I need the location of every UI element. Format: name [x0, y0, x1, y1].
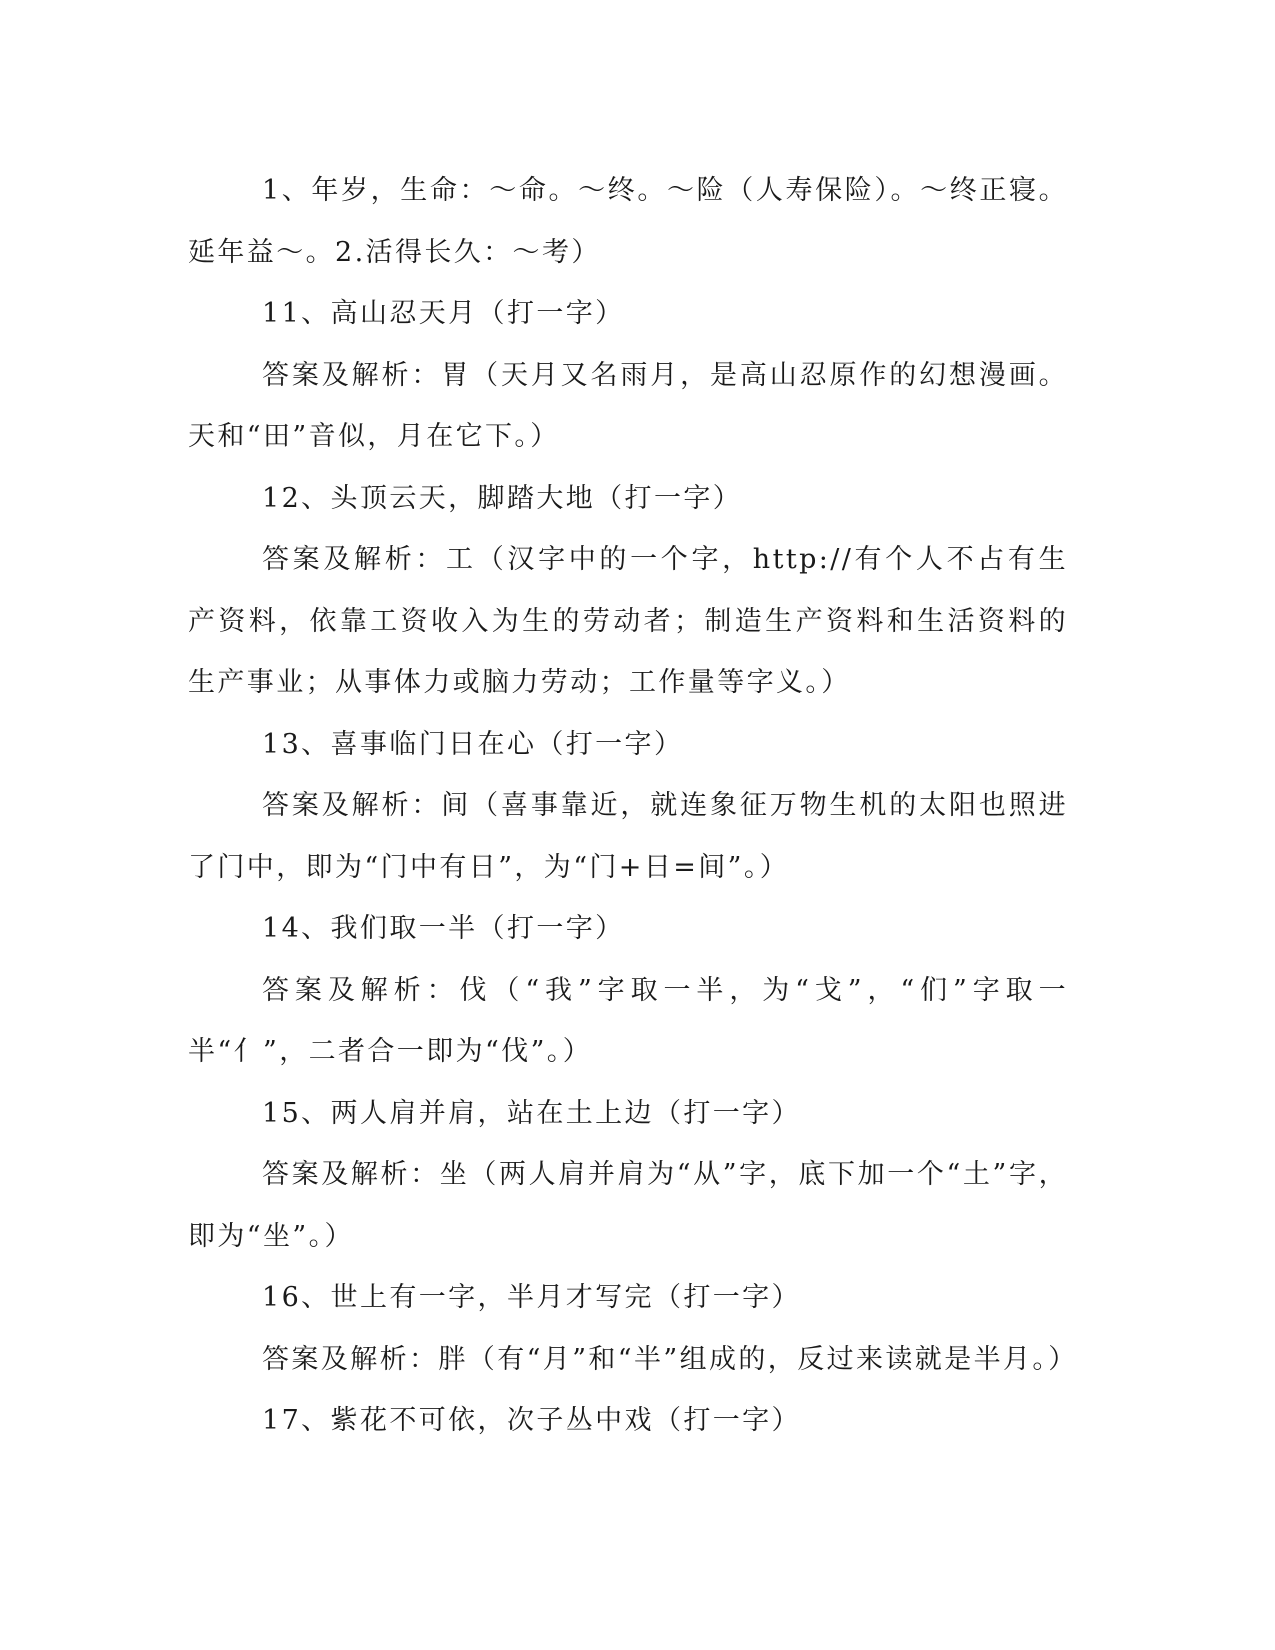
riddle-13: 13、喜事临门日在心（打一字） — [262, 728, 684, 760]
document-body — [188, 160, 1078, 1452]
answer-12: 答案及解析：工（汉字中的一个字，http://有个人不占有生产资料，依靠工资收入为生的劳动者；制造生产资料和生活资料的生产事业；从事体力或脑力劳动；工作量等字义。） — [188, 544, 1068, 698]
answer-16: 答案及解析：胖（有“月”和“半”组成的，反过来读就是半月。） — [262, 1343, 1078, 1375]
paragraph-definition: 1、年岁，生命：～命。～终。～险（人寿保险）。～终正寝。延年益～。2.活得长久：～考） — [188, 175, 1068, 268]
answer-14: 答案及解析：伐（“我”字取一半，为“戈”，“们”字取一半“亻”，二者合一即为“伐”。） — [188, 974, 1068, 1067]
riddle-14: 14、我们取一半（打一字） — [262, 913, 625, 944]
riddle-17: 17、紫花不可依，次子丛中戏（打一字） — [262, 1405, 801, 1436]
riddle-15: 15、两人肩并肩，站在土上边（打一字） — [262, 1097, 801, 1129]
answer-13: 答案及解析：间（喜事靠近，就连象征万物生机的太阳也照进了门中，即为“门中有日”，为“门+日=间”。） — [188, 790, 1068, 883]
riddle-16: 16、世上有一字，半月才写完（打一字） — [262, 1282, 801, 1313]
answer-11: 答案及解析：胃（天月又名雨月，是高山忍原作的幻想漫画。天和“田”音似，月在它下。） — [188, 359, 1068, 452]
riddle-11: 11、高山忍天月（打一字） — [262, 298, 625, 329]
riddle-12: 12、头顶云天，脚踏大地（打一字） — [262, 482, 743, 514]
answer-15: 答案及解析：坐（两人肩并肩为“从”字，底下加一个“土”字，即为“坐”。） — [188, 1159, 1068, 1252]
